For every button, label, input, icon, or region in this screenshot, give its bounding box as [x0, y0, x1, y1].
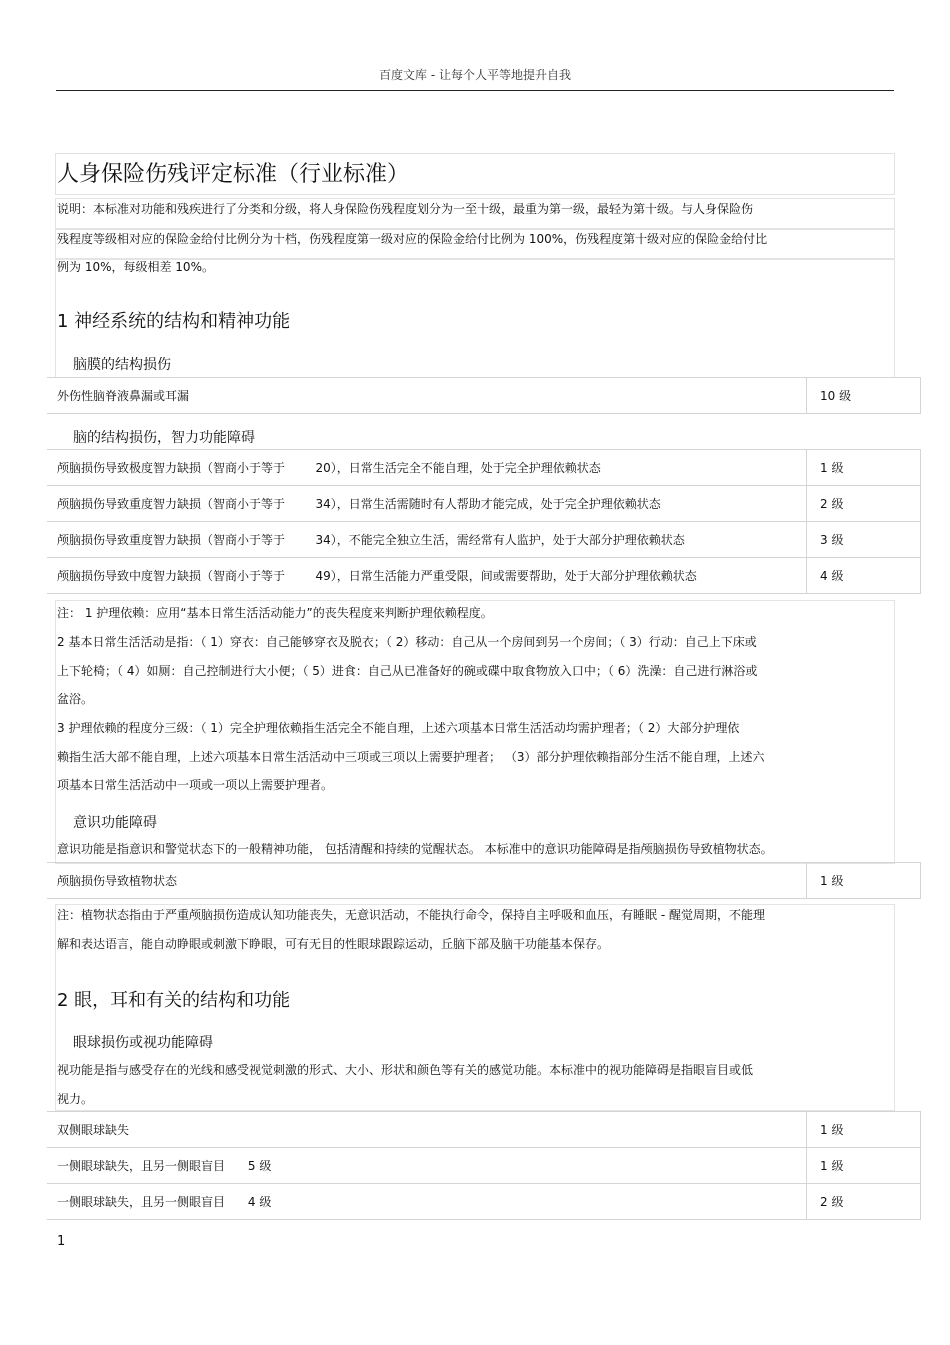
grade-cell: 10 级	[807, 378, 921, 414]
note-line: 注：植物状态指由于严重颅脑损伤造成认知功能丧失，无意识活动，不能执行命令，保持自主呼吸和血压，有睡眠 - 醒觉周期，不能理	[57, 908, 765, 922]
subsection-heading: 脑的结构损伤，智力功能障碍	[73, 430, 255, 446]
paragraph: 视力。	[57, 1092, 94, 1106]
grade-cell: 2 级	[807, 486, 921, 522]
table-row	[47, 558, 921, 594]
header-rule	[56, 90, 894, 91]
table-row	[47, 522, 921, 558]
grade-cell: 4 级	[807, 558, 921, 594]
grade-cell: 1 级	[807, 1148, 921, 1184]
injury-desc: 颅脑损伤导致重度智力缺损（智商小于等于 34），日常生活需随时有人帮助才能完成，处于完全护理依赖状态	[47, 486, 807, 522]
grade-table	[47, 449, 921, 594]
injury-desc: 颅脑损伤导致中度智力缺损（智商小于等于 49），日常生活能力严重受限，间或需要帮助，处于大部分护理依赖状态	[47, 558, 807, 594]
injury-desc: 颅脑损伤导致重度智力缺损（智商小于等于 34），不能完全独立生活，需经常有人监护，处于大部分护理依赖状态	[47, 522, 807, 558]
intro-line: 说明：本标准对功能和残疾进行了分类和分级，将人身保险伤残程度划分为一至十级，最重为第一级，最轻为第十级。与人身保险伤	[57, 202, 754, 216]
note-line: 注： 1 护理依赖：应用“基本日常生活活动能力”的丧失程度来判断护理依赖程度。	[57, 606, 493, 620]
injury-desc: 颅脑损伤导致极度智力缺损（智商小于等于 20），日常生活完全不能自理，处于完全护理依赖状态	[47, 450, 807, 486]
page-number: 1	[57, 1234, 66, 1249]
intro-line: 残程度等级相对应的保险金给付比例分为十档，伤残程度第一级对应的保险金给付比例为 100%，伤残程度第十级对应的保险金给付比	[57, 232, 768, 246]
table-row	[47, 1184, 921, 1220]
grade-cell: 1 级	[807, 863, 921, 899]
grade-cell: 3 级	[807, 522, 921, 558]
note-line: 解和表达语言，能自动睁眼或刺激下睁眼，可有无目的性眼球跟踪运动，丘脑下部及脑干功能基本保存。	[57, 937, 610, 951]
injury-desc: 颅脑损伤导致植物状态	[47, 863, 807, 899]
section-heading: 2 眼，耳和有关的结构和功能	[57, 990, 291, 1011]
note-line: 上下轮椅；（ 4）如厕：自己控制进行大小便；（ 5）进食：自己从已准备好的碗或碟中取食物放入口中；（ 6）洗澡：自己进行淋浴或	[57, 664, 758, 678]
subsection-heading: 眼球损伤或视功能障碍	[73, 1035, 213, 1051]
note-line: 项基本日常生活活动中一项或一项以上需要护理者。	[57, 778, 334, 792]
table-row	[47, 863, 921, 899]
intro-line: 例为 10%，每级相差 10%。	[57, 260, 214, 274]
note-line: 赖指生活大部不能自理，上述六项基本日常生活活动中三项或三项以上需要护理者； （3）部分护理依赖指部分生活不能自理，上述六	[57, 750, 765, 764]
grade-table	[47, 377, 921, 414]
grade-table	[47, 1111, 921, 1220]
subsection-heading: 脑膜的结构损伤	[73, 357, 171, 373]
note-line: 3 护理依赖的程度分三级：（ 1）完全护理依赖指生活完全不能自理，上述六项基本日常生活活动均需护理者；（ 2）大部分护理依	[57, 721, 740, 735]
table-row	[47, 450, 921, 486]
table-row	[47, 486, 921, 522]
subsection-heading: 意识功能障碍	[73, 815, 157, 831]
table-row	[47, 1112, 921, 1148]
paragraph: 意识功能是指意识和警觉状态下的一般精神功能， 包括清醒和持续的觉醒状态。 本标准中的意识功能障碍是指颅脑损伤导致植物状态。	[57, 842, 773, 856]
page-header: 百度文库 - 让每个人平等地提升自我	[379, 68, 571, 82]
page-title: 人身保险伤残评定标准（行业标准）	[57, 162, 410, 187]
section-heading: 1 神经系统的结构和精神功能	[57, 311, 291, 332]
injury-desc: 一侧眼球缺失，且另一侧眼盲目 4 级	[47, 1184, 807, 1220]
grade-cell: 1 级	[807, 1112, 921, 1148]
table-row	[47, 378, 921, 414]
injury-desc: 双侧眼球缺失	[47, 1112, 807, 1148]
note-line: 盆浴。	[57, 692, 94, 706]
paragraph: 视功能是指与感受存在的光线和感受视觉刺激的形式、大小、形状和颜色等有关的感觉功能。本标准中的视功能障碍是指眼盲目或低	[57, 1063, 754, 1077]
note-line: 2 基本日常生活活动是指：（ 1）穿衣：自己能够穿衣及脱衣；（ 2）移动：自己从一个房间到另一个房间；（ 3）行动：自己上下床或	[57, 635, 757, 649]
table-row	[47, 1148, 921, 1184]
injury-desc: 外伤性脑脊液鼻漏或耳漏	[47, 378, 807, 414]
grade-cell: 1 级	[807, 450, 921, 486]
grade-table	[47, 862, 921, 899]
grade-cell: 2 级	[807, 1184, 921, 1220]
injury-desc: 一侧眼球缺失，且另一侧眼盲目 5 级	[47, 1148, 807, 1184]
